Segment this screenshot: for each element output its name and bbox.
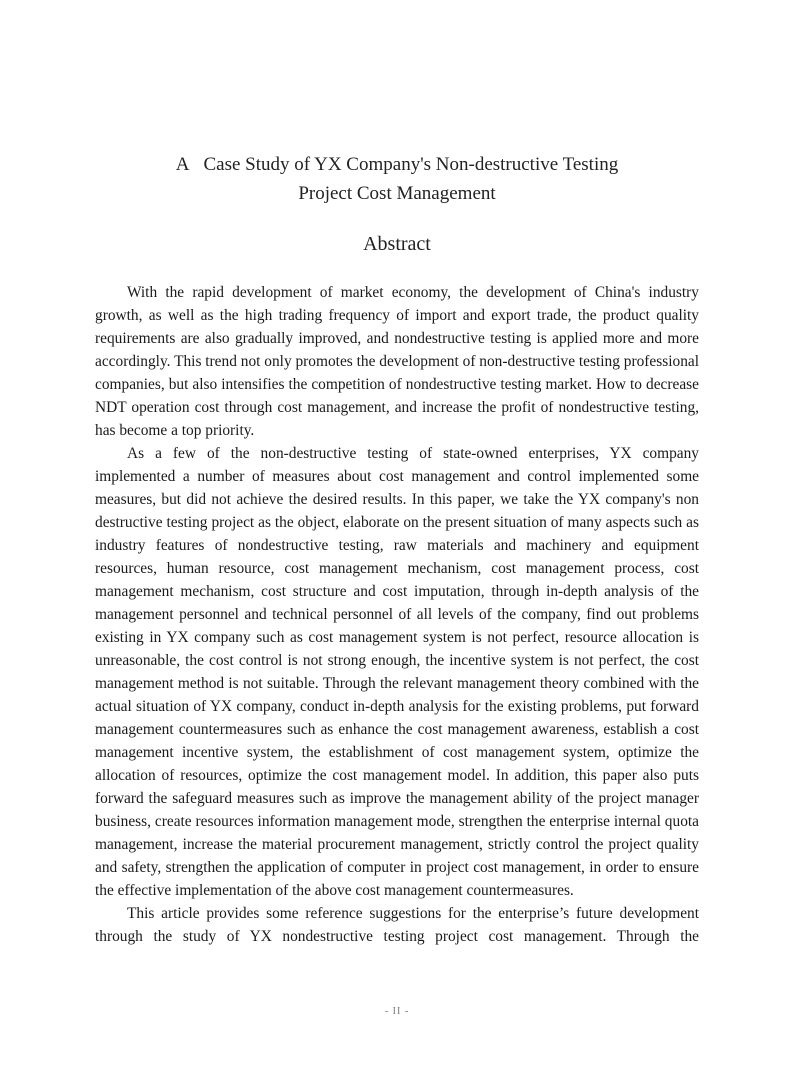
abstract-body: [95, 281, 699, 948]
paragraph-3: This article provides some reference suggestions for the enterprise’s future development through the study of YX nondestructive testing project cost management. Through the: [95, 905, 699, 945]
document-title: [95, 150, 699, 208]
title-line-1: [95, 150, 699, 179]
title-prefix: A: [175, 154, 190, 175]
paragraph-1: With the rapid development of market economy, the development of China's industry growth, as well as the high trading frequency of import and export trade, the product quality requirements are also gradually improved, and nondestructive testing is applied more and more accordingly. This trend not only promotes the development of non-destructive testing professional companies, but also intensifies the competition of nondestructive testing market. How to decrease NDT operation cost through cost management, and increase the profit of nondestructive testing, has become a top priority.: [95, 284, 699, 439]
title-line-1-text: Case Study of YX Company's Non-destructive Testing: [203, 154, 619, 175]
abstract-heading: Abstract: [363, 233, 431, 255]
title-line-2: Project Cost Management: [298, 183, 496, 204]
page-number: - II -: [384, 1006, 410, 1017]
paragraph-2: As a few of the non-destructive testing of state-owned enterprises, YX company implemented a number of measures about cost management and control implemented some measures, but did not achieve the desired results. In this paper, we take the YX company's non destructive testing project as the object, elaborate on the present situation of many aspects such as industry features of nondestructive testing, raw materials and machinery and equipment resources, human resource, cost management mechanism, cost management process, cost management mechanism, cost structure and cost imputation, through in-depth analysis of the management personnel and technical personnel of all levels of the company, find out problems existing in YX company such as cost management system is not perfect, resource allocation is unreasonable, the cost control is not strong enough, the incentive system is not perfect, the cost management method is not suitable. Through the relevant management theory combined with the actual situation of YX company, conduct in-depth analysis for the existing problems, put forward management countermeasures such as enhance the cost management awareness, establish a cost management incentive system, the establishment of cost management system, optimize the allocation of resources, optimize the cost management model. In addition, this paper also puts forward the safeguard measures such as improve the management ability of the project manager business, create resources information management mode, strengthen the enterprise internal quota management, increase the material procurement management, strictly control the project quality and safety, strengthen the application of computer in project cost management, in order to ensure the effective implementation of the above cost management countermeasures.: [95, 445, 699, 899]
